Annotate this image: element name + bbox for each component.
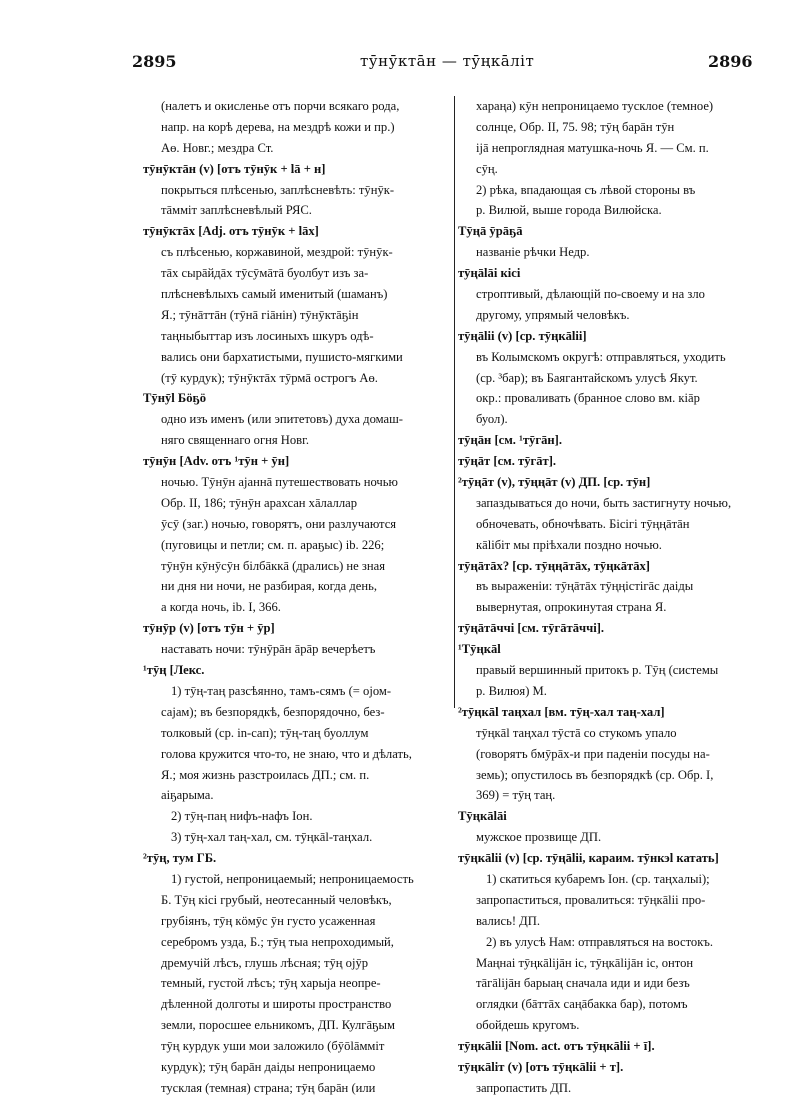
entry-text-line: саjам); въ безпорядкѣ, безпорядочно, без- [161, 704, 385, 719]
entry-text-line: (пуговицы и петли; см. п. араҕыс) ib. 226; [161, 537, 385, 552]
entry-text-line: земли, поросшее ельникомъ, ДП. Кулгāҕым [161, 1018, 395, 1033]
entry-text-line: правый вершинный притокъ р. Тӯң (системы [476, 663, 719, 678]
entry-headword-line: тӯңāliі (v) [ср. тӯңкāliі] [458, 328, 587, 343]
running-head: тӯнӯктāн — тӯңкāліт [360, 52, 535, 70]
page-header [0, 52, 800, 76]
entry-text-line: 1) густой, непроницаемый; непроницаемость [171, 871, 414, 886]
entry-text-line: ӯсӯ (заг.) ночью, говорятъ, они разлучаются [161, 516, 397, 531]
entry-headword-line: Тӯңā ӯрāҕā [458, 224, 523, 239]
entry-text-line: 2) тӯң-паң нифъ-нафъ Іон. [171, 809, 313, 824]
entry-text-line: буол). [476, 412, 508, 427]
entry-text-line: въ выраженіи: тӯңāтāх тӯңңiстiгāс даiды [476, 579, 694, 594]
entry-text-line: (говорятъ бмӯрāх-и при паденіи посуды на- [476, 746, 710, 761]
entry-text-line: дремучiй лѣсъ, глушь лѣсная; тӯң оjӯр [161, 955, 369, 970]
page-number-left: 2895 [132, 52, 177, 71]
entry-text-line: тāх сырāйдāх тӯсӯмāтā буолбут изъ за- [161, 266, 369, 281]
entry-text-line: голова кружится что-то, не знаю, что и дѣлать, [161, 746, 412, 761]
entry-text-line: Аө. Новг.; мездра Ст. [161, 140, 274, 155]
entry-headword-line: тӯңкāliі [Nom. act. отъ тӯңкāliі + ī]. [458, 1039, 655, 1054]
entry-headword-line: тӯңāт [см. тӯгāт]. [458, 454, 557, 469]
entry-text-line: (ср. ³бар); въ Баягантайскомъ улусѣ Якут. [476, 370, 698, 385]
left-column [143, 96, 448, 1099]
entry-headword-line: тӯнӯр (v) [отъ тӯн + ӯр] [143, 621, 275, 636]
entry-text-line: въ Колымскомъ округѣ: отправляться, уходить [476, 349, 726, 364]
entry-text-line: Я.; тӯнāттāн (тӯнā гiāнiн) тӯнӯктāҕiн [161, 307, 359, 322]
entry-text-line: мужское прозвище ДП. [476, 830, 602, 845]
entry-text-line: земь); опустилось въ безпорядкѣ (ср. Обр. I, [476, 767, 714, 782]
entry-text-line: тӯңкāl таңхал тӯстā со стукомъ упало [476, 725, 677, 740]
entry-text-line: вывернутая, опрокинутая страна Я. [476, 600, 667, 615]
entry-text-line: 1) тӯң-таң разсѣянно, тамъ-сямъ (= оjом- [171, 683, 392, 698]
entry-headword-line: тӯңāтāччi [см. тӯгāтāччi]. [458, 621, 605, 636]
entry-text-line: р. Вилюя) М. [476, 683, 547, 698]
entry-headword-line: тӯңкāliт (v) [отъ тӯңкāliі + т]. [458, 1059, 624, 1074]
entry-text-line: 3) тӯң-хал таң-хал, см. тӯңкāl-таңхал. [171, 830, 373, 845]
entry-text-line: запропаститься, провалиться: тӯңкāliі про- [476, 892, 706, 907]
entry-text-line: Б. Тӯң кiсi грубый, неотесанный человѣкъ, [161, 892, 392, 907]
entry-headword-line: ¹Тӯңкāl [458, 642, 501, 657]
entry-text-line: iјā непроглядная матушка-ночь Я. — См. п. [476, 140, 709, 155]
entry-headword-line: тӯңāтāх? [ср. тӯңңāтāх, тӯңкāтāх] [458, 558, 650, 573]
entry-text-line: оглядки (бāттāх саңāбакка бар), потомъ [476, 997, 688, 1012]
entry-headword-line: ²тӯңкāl таңхал [вм. тӯң-хал таң-хал] [458, 704, 665, 719]
entry-text-line: хараңа) кӯн непроницаемо тусклое (темное) [476, 99, 714, 113]
entry-text-line: курдук); тӯң барāн даiды непроницаемо [161, 1059, 376, 1074]
entry-headword-line: тӯңкāliі (v) [ср. тӯңāliі, караим. тӯнкэl катать] [458, 851, 719, 866]
entry-headword-line: тӯнӯн [Adv. отъ ¹тӯн + ӯн] [143, 454, 290, 469]
entry-text-line: окр.: проваливать (бранное слово вм. кiāр [476, 391, 700, 406]
entry-text-line: (налетъ и окисленье отъ порчи всякаго рода, [161, 99, 400, 113]
entry-text-line: вались! ДП. [476, 913, 541, 928]
entry-text-line: р. Вилюй, выше города Вилюйска. [476, 203, 662, 218]
entry-text-line: аiҕарыма. [161, 788, 214, 803]
entry-text-line: дѣленной долготы и широты пространство [161, 997, 392, 1012]
entry-text-line: толковый (ср. in-сап); тӯң-таң буоллум [161, 725, 369, 740]
entry-headword-line: тӯнӯктāх [Adj. отъ тӯнӯк + lāх] [143, 224, 319, 239]
entry-text-line: Я.; моя жизнь разстроилась ДП.; см. п. [161, 767, 370, 782]
entry-text-line: покрыться плѣсенью, заплѣсневѣть: тӯнӯк- [161, 182, 395, 197]
entry-text-line: тусклая (темная) страна; тӯң барāн (или [161, 1080, 376, 1095]
entry-headword-line: ²тӯң, тум ГБ. [143, 851, 217, 866]
entry-text-line: тӯң курдук уши мои заложило (бӯōlāммiт [161, 1039, 385, 1054]
entry-text-line: напр. на корѣ дерева, на мездрѣ кожи и пр.) [161, 119, 395, 134]
entry-text-line: а когда ночь, ib. I, 366. [161, 600, 281, 615]
right-column [458, 96, 776, 1099]
entry-text-line: одно изъ именъ (или эпитетовъ) духа домаш- [161, 412, 403, 427]
entry-text-line: ни дня ни ночи, не разбирая, когда день, [161, 579, 377, 594]
entry-headword-line: тӯнӯктāн (v) [отъ тӯнӯк + lā + н] [143, 161, 326, 176]
entry-text-line: Маңнаi тӯңкāliјāн iс, тӯңкāliјāн iс, онтон [476, 955, 694, 970]
entry-text-line: обночевать, обночѣвать. Бiсiгi тӯңңāтāн [476, 516, 690, 531]
entry-text-line: темный, густой лѣсъ; тӯң харыjа неопре- [161, 976, 381, 991]
entry-text-line: вались они бархатистыми, пушисто-мягкими [161, 349, 403, 364]
entry-text-line: строптивый, дѣлающій по-своему и на зло [476, 287, 705, 302]
entry-headword-line: ²тӯңāт (v), тӯңңāт (v) ДП. [ср. тӯн] [458, 475, 651, 490]
column-divider [454, 96, 455, 708]
entry-text-line: 2) въ улусѣ Нам: отправляться на востокъ. [486, 934, 713, 949]
entry-text-line: кāliбiт мы пріѣхали поздно ночью. [476, 537, 662, 552]
entry-text-line: наставать ночи: тӯнӯрāн āрāр вечерѣетъ [161, 642, 376, 657]
entry-text-line: Обр. II, 186; тӯнӯн арахсан хāлаллар [161, 495, 358, 510]
entry-text-line: тӯнӯн кӯнӯсӯн бiлбāккā (дрались) не зная [161, 558, 385, 573]
entry-text-line: другому, упрямый человѣкъ. [476, 307, 630, 322]
entry-text-line: тāммiт заплѣсневѣлый РЯС. [161, 203, 312, 218]
entry-text-line: запаздываться до ночи, быть застигнуту ночью, [476, 495, 732, 510]
entry-text-line: сӯң. [476, 161, 498, 176]
entry-text-line: серебромъ узда, Б.; тӯң тыа непроходимый, [161, 934, 394, 949]
entry-headword-line: Тӯнӯl Бöҕö [143, 391, 207, 406]
entry-text-line: тāгāliјāн барыаң сначала иди и иди безъ [476, 976, 690, 991]
entry-text-line: 1) скатиться кубаремъ Іон. (ср. таңхалыі); [486, 871, 710, 886]
page-number-right: 2896 [708, 52, 753, 71]
entry-headword-line: ¹тӯң [Лекс. [143, 663, 205, 678]
entry-text-line: 369) = тӯң таң. [476, 788, 556, 803]
entry-text-line: грубiянъ, тӯң кöмӯс ӯн густо усаженная [161, 913, 376, 928]
entry-text-line: солнце, Обр. II, 75. 98; тӯң барāн тӯн [476, 119, 675, 134]
entry-text-line: съ плѣсенью, коржавиной, мездрой: тӯнӯк- [161, 245, 393, 260]
entry-headword-line: тӯңālāi кiсi [458, 266, 521, 281]
entry-text-line: няго священнаго огня Новг. [161, 433, 310, 448]
entry-headword-line: Тӯңкālāi [458, 809, 507, 824]
entry-text-line: таңныбыттар изъ лосиныхъ шкуръ одѣ- [161, 328, 374, 343]
entry-text-line: (тӯ курдук); тӯнӯктāх тӯрмā острогъ Аө. [161, 370, 378, 385]
entry-text-line: плѣсневѣлыхъ самый именитый (шаманъ) [161, 287, 388, 302]
entry-text-line: 2) рѣка, впадающая съ лѣвой стороны въ [476, 182, 696, 197]
entry-text-line: запропастить ДП. [476, 1080, 572, 1095]
entry-text-line: обойдешь кругомъ. [476, 1018, 580, 1033]
entry-text-line: ночью. Тӯнӯн аjаннā путешествовать ночью [161, 475, 398, 490]
entry-headword-line: тӯңāн [см. ¹тӯгāн]. [458, 433, 562, 448]
entry-text-line: названіе рѣчки Недр. [476, 245, 590, 260]
